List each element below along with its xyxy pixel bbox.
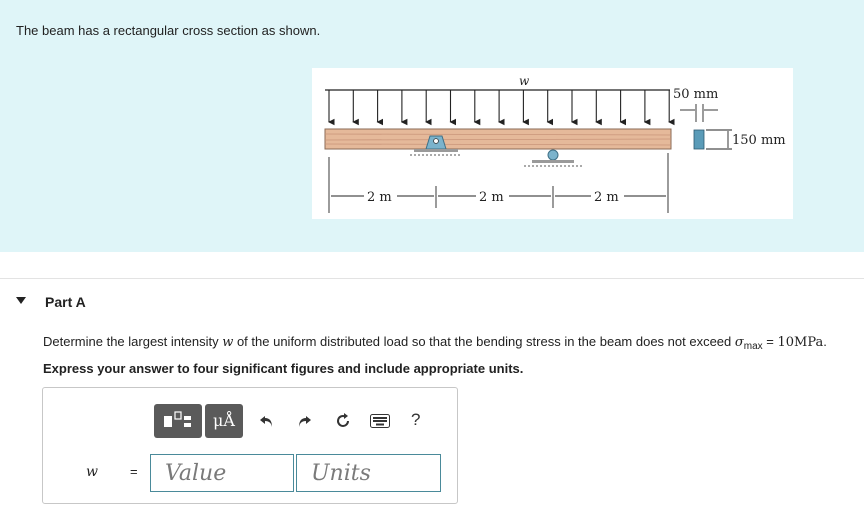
answer-equals: = xyxy=(130,464,138,479)
beam-diagram xyxy=(312,68,793,219)
dim-label-3: 2 m xyxy=(594,190,619,205)
dim-label-1: 2 m xyxy=(367,190,392,205)
answer-variable: w xyxy=(86,464,98,480)
redo-icon[interactable] xyxy=(293,410,315,432)
help-button[interactable]: ? xyxy=(411,410,421,429)
reset-icon[interactable] xyxy=(332,410,354,432)
roller-support xyxy=(524,150,584,166)
templates-icon xyxy=(154,404,202,438)
width-dimension xyxy=(680,104,718,122)
keyboard-icon[interactable] xyxy=(369,410,391,432)
section-divider xyxy=(0,278,864,279)
templates-button[interactable] xyxy=(154,404,202,438)
cross-section xyxy=(694,130,704,149)
problem-statement: The beam has a rectangular cross section as shown. xyxy=(16,23,321,38)
height-label: 150 mm xyxy=(732,133,786,148)
height-dimension xyxy=(706,130,732,149)
units-input[interactable] xyxy=(296,454,441,492)
part-title: Part A xyxy=(45,294,86,310)
instruction-text: Express your answer to four significant figures and include appropriate units. xyxy=(43,361,524,376)
dim-label-2: 2 m xyxy=(479,190,504,205)
load-arrows xyxy=(329,90,669,122)
beam-figure xyxy=(312,68,793,219)
undo-icon[interactable] xyxy=(256,410,278,432)
load-label: w xyxy=(519,74,530,88)
question-text: Determine the largest intensity w of the uniform distributed load so that the bending stress in the beam does not exceed $\sigma_{max} = 10MPa$. xyxy=(43,334,827,352)
value-input[interactable] xyxy=(150,454,294,492)
collapse-caret-icon[interactable] xyxy=(16,297,26,304)
width-label: 50 mm xyxy=(673,87,719,102)
problem-intro-panel xyxy=(0,0,864,252)
units-button[interactable]: μÅ xyxy=(205,404,243,438)
